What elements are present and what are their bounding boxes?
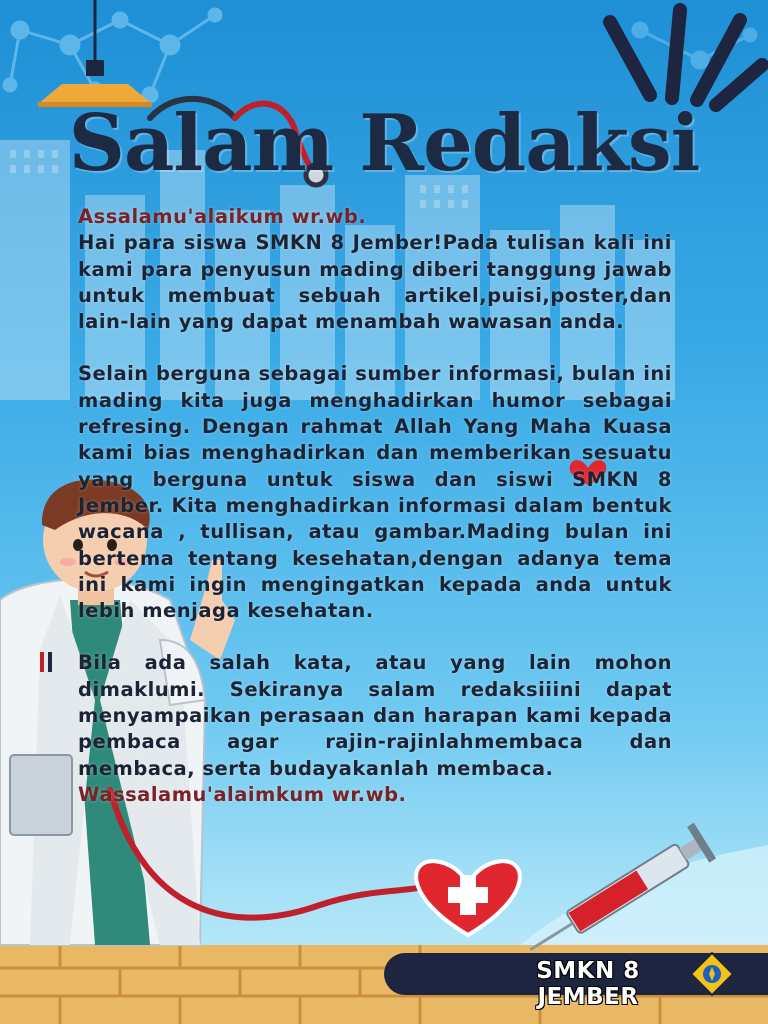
paragraph-content: Selain berguna sebagai sumber informasi, bulan ini mading kita juga menghadirkan humor sebagai refresing. Dengan rahmat Allah Yang Maha Kuasa kami bias menghadirkan dan memberikan sesuatu yang berguna untuk siswa dan siswi SMKN 8 Jember. Kita menghadirkan informasi dalam bentuk wacana , tullisan, atau gambar.Mading bulan ini bertema tentang kesehatan,dengan adanya tema ini kami ingin mengingatkan kepada anda untuk lebih menjaga kesehatan.	[78, 362, 672, 623]
sunburst-icon	[610, 10, 762, 105]
ceiling-lamp-icon	[38, 0, 152, 107]
closing-text: Wassalamu'alaimkum wr.wb.	[78, 782, 407, 806]
school-logo-icon	[688, 950, 736, 998]
heart-cross-icon	[416, 861, 520, 935]
page-title: Salam Redaksi	[68, 98, 700, 189]
paragraph-intro: Hai para siswa SMKN 8 Jember!Pada tulisan kali ini kami para penyusun mading diberi tanggung jawab untuk membuat sebuah artikel,puisi,poster,dan lain-lain yang dapat menambah wawasan anda.	[78, 231, 672, 334]
paragraph-apology: Bila ada salah kata, atau yang lain mohon dimaklumi. Sekiranya salam redaksiiini dapat menyampaikan perasaan dan harapan kami kepada pembaca agar rajin-rajinlahmembaca dan membaca, serta budayakanlah membaca.	[78, 651, 672, 780]
greeting-text: Assalamu'alaikum wr.wb.	[78, 205, 367, 228]
article-body	[78, 204, 672, 808]
school-name: SMKN 8 JEMBER	[536, 958, 640, 1010]
